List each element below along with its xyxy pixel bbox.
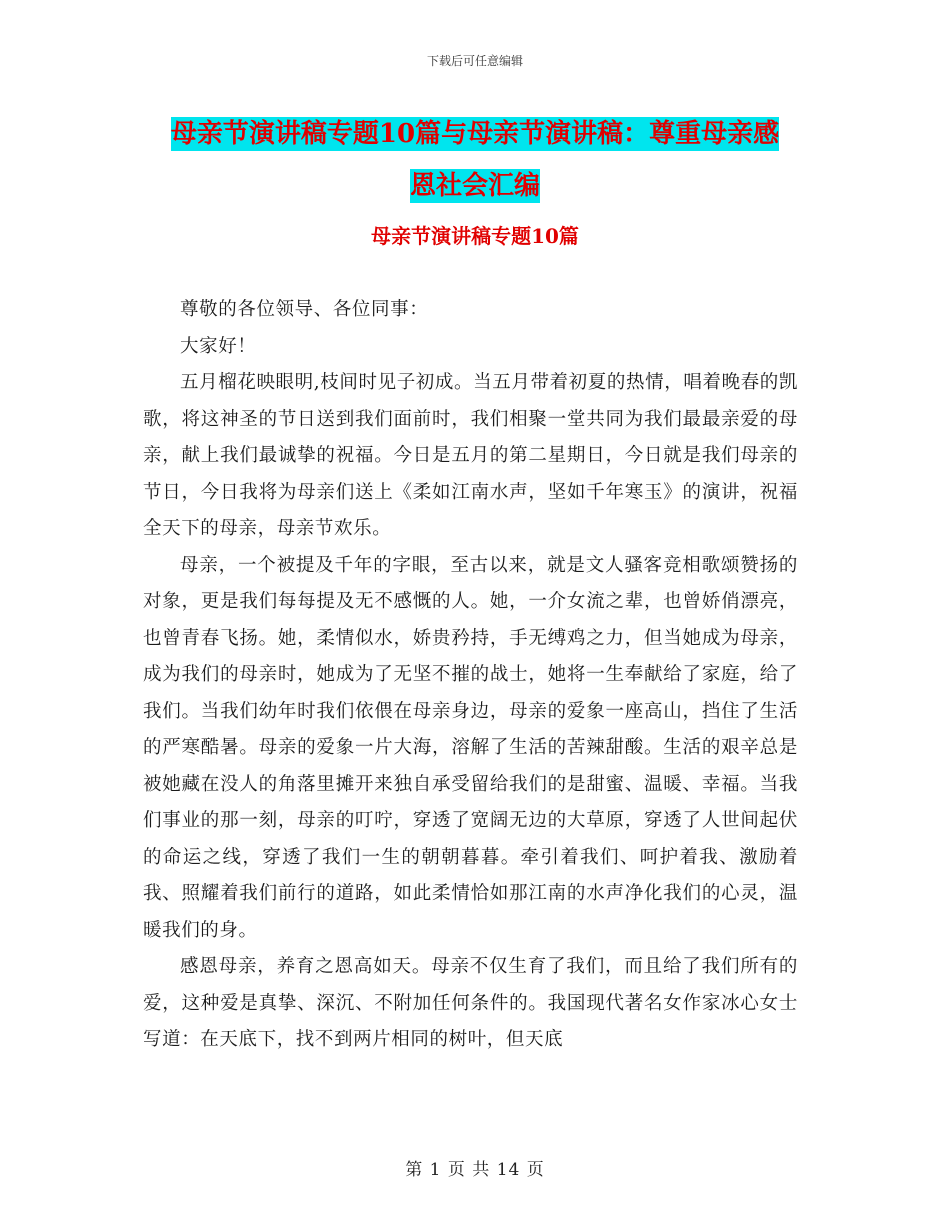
section-title: 母亲节演讲稿专题10篇 xyxy=(371,224,579,248)
paragraph-greeting: 大家好！ xyxy=(180,335,257,357)
paragraph-salutation: 尊敬的各位领导、各位同事： xyxy=(180,299,429,320)
header-note: 下载后可任意编辑 xyxy=(426,54,523,68)
document-title-line-2: 恩社会汇编 xyxy=(409,171,540,201)
body-text xyxy=(143,292,798,1059)
paragraph: 母亲，一个被提及千年的字眼，至古以来，就是文人骚客竞相歌颂赞扬的对象，更是我们每每提及无不感慨的人。她，一介女流之辈，也曾娇俏漂亮，也曾青春飞扬。她，柔情似水，娇贵矜持，手无缚鸡之力，但当她成为母亲，成为我们的母亲时，她成为了无坚不摧的战士，她将一生奉献给了家庭，给了我们。当我们幼年时我们依偎在母亲身边，母亲的爱象一座高山，挡住了生活的严寒酷暑。母亲的爱象一片大海，溶解了生活的苦辣甜酸。生活的艰辛总是被她藏在没人的角落里摊开来独自承受留给我们的是甜蜜、温暖、幸福。当我们事业的那一刻，母亲的叮咛，穿透了宽阔无边的大草原，穿透了人世间起伏的命运之线，穿透了我们一生的朝朝暮暮。牵引着我们、呵护着我、激励着我、照耀着我们前行的道路，如此柔情恰如那江南的水声净化我们的心灵，温暖我们的身。 xyxy=(143,554,798,941)
paragraph: 五月榴花映眼明,枝间时见子初成。当五月带着初夏的热情，唱着晚春的凯歌，将这神圣的节日送到我们面前时，我们相聚一堂共同为我们最最亲爱的母亲，献上我们最诚挚的祝福。今日是五月的第二星期日，今日就是我们母亲的节日，今日我将为母亲们送上《柔如江南水声，坚如千年寒玉》的演讲，祝福全天下的母亲，母亲节欢乐。 xyxy=(143,372,798,539)
page-footer: 第 1 页 共 14 页 xyxy=(405,1160,545,1180)
document-title-line-1: 母亲节演讲稿专题10篇与母亲节演讲稿：尊重母亲感 xyxy=(170,119,780,149)
document-title xyxy=(140,108,810,212)
paragraph: 感恩母亲，养育之恩高如天。母亲不仅生育了我们，而且给了我们所有的爱，这种爱是真挚、深沉、不附加任何条件的。我国现代著名女作家冰心女士写道：在天底下，找不到两片相同的树叶，但天底 xyxy=(143,956,798,1050)
